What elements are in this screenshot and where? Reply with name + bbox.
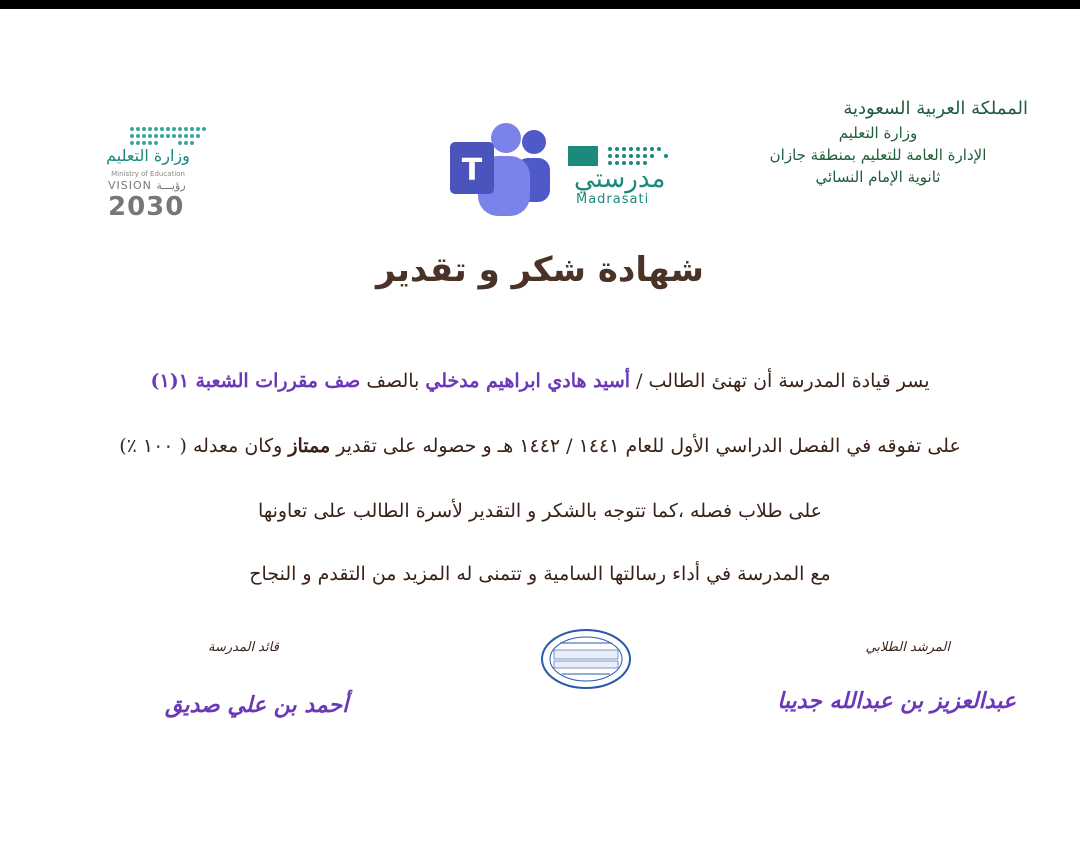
vision-text: VISION رؤيـــة <box>108 179 186 192</box>
directorate-text: الإدارة العامة للتعليم بمنطقة جازان <box>769 146 987 164</box>
body-line-2-a: على تفوقه في الفصل الدراسي الأول للعام ١٤٤١ / ١٤٤٢ هـ و حصوله على تقدير <box>330 435 961 457</box>
ministry-text: وزارة التعليم <box>838 124 918 142</box>
body-line-2-b: وكان معدله ( ١٠٠ ٪) <box>119 435 289 457</box>
ministry-logo <box>88 124 218 224</box>
ministry-ar: وزارة التعليم <box>106 146 190 165</box>
madrasati-ar: مدرستي <box>574 164 666 194</box>
kingdom-text: المملكة العربية السعودية <box>843 98 1028 119</box>
class-name: صف مقررات الشعبة ١(١) <box>150 370 361 392</box>
body-line-1-b: بالصف <box>360 370 426 392</box>
body-line-4: مع المدرسة في أداء رسالتها السامية و تتمنى له المزيد من التقدم و النجاح <box>249 563 831 585</box>
body-line-1 <box>90 370 990 392</box>
certificate-title: شهادة شكر و تقدير <box>376 250 704 290</box>
madrasati-en: Madrasati <box>576 192 650 207</box>
principal-name: أحمد بن علي صديق <box>165 692 349 718</box>
header-block <box>728 96 1028 188</box>
body-line-1-a: يسر قيادة المدرسة أن تهنئ الطالب / <box>630 370 930 392</box>
ministry-dots-icon <box>88 124 218 146</box>
school-text: ثانوية الإمام النسائي <box>815 168 941 186</box>
teams-logo <box>446 120 556 220</box>
madrasati-logo <box>562 140 682 210</box>
ministry-en: Ministry of Education <box>111 170 185 178</box>
student-name: أسيد هادي ابراهيم مدخلي <box>425 370 631 392</box>
counselor-name: عبدالعزيز بن عبدالله جديبا <box>777 688 1016 714</box>
teams-letter: T <box>461 153 483 188</box>
vision-year: 2030 <box>108 192 185 222</box>
school-stamp-icon <box>540 628 632 690</box>
body-line-2 <box>90 435 990 457</box>
grade-text: ممتاز <box>288 435 331 457</box>
top-bar <box>0 0 1080 9</box>
counselor-label: المرشد الطلابي <box>865 640 950 655</box>
principal-label: قائد المدرسة <box>208 640 279 655</box>
teams-icon <box>446 120 556 220</box>
body-line-3: على طلاب فصله ،كما تتوجه بالشكر و التقدير لأسرة الطالب على تعاونها <box>258 500 822 522</box>
